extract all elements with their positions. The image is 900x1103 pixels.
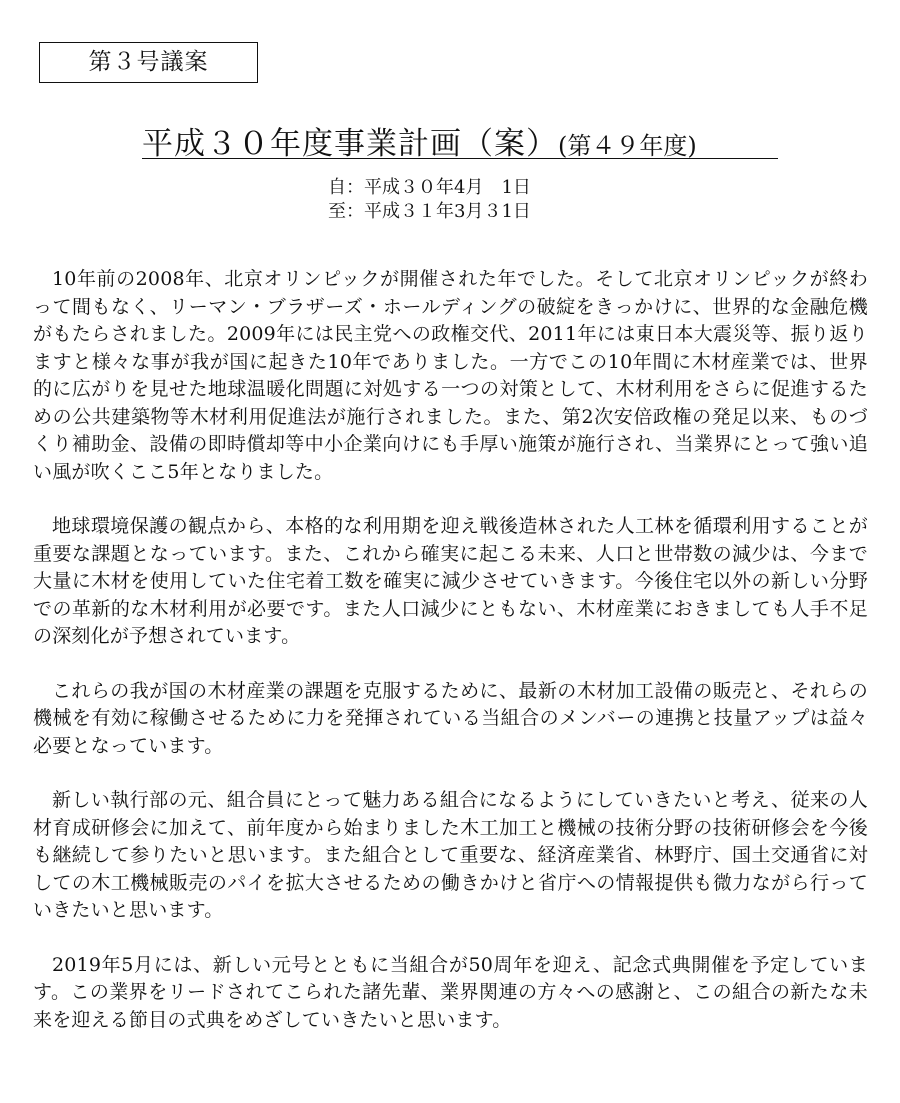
title-fiscal-year: (第４９年度) bbox=[558, 132, 697, 160]
paragraph-3: これらの我が国の木材産業の課題を克服するために、最新の木材加工設備の販売と、それらの機械を有効に稼働させるために力を発揮されている当組合のメンバーの連携と技量アップは益々必要となっています。 bbox=[33, 679, 868, 757]
title-main: 平成３０年度事業計画（案） bbox=[142, 126, 558, 162]
period-range bbox=[328, 176, 628, 224]
paragraph-1: 10年前の2008年、北京オリンピックが開催された年でした。そして北京オリンピックが終わって間もなく、リーマン・ブラザーズ・ホールディングの破綻をきっかけに、世界的な金融危機がもたらされました。2009年には民主党への政権交代、2011年には東日本大震災等、振り返りますと様々な事が我が国に起きた10年でありました。一方でこの10年間に木材産業では、世界的に広がりを見せた地球温暖化問題に対処する一つの対策として、木材利用をさらに促進するための公共建築物等木材利用促進法が施行されました。また、第2次安倍政権の発足以来、ものづくり補助金、設備の即時償却等中小企業向けにも手厚い施策が施行され、当業界にとって強い追い風が吹くここ5年となりました。 bbox=[33, 268, 868, 483]
paragraph-2: 地球環境保護の観点から、本格的な利用期を迎え戦後造林された人工林を循環利用することが重要な課題となっています。また、これから確実に起こる未来、人口と世帯数の減少は、今まで大量に木材を使用していた住宅着工数を確実に減少させていきます。今後住宅以外の新しい分野での革新的な木材利用が必要です。また人口減少にともない、木材産業におきましても人手不足の深刻化が予想されています。 bbox=[33, 515, 868, 647]
agenda-number-label: 第３号議案 bbox=[39, 42, 258, 83]
period-from: 自：平成３０年4月 1日 bbox=[328, 177, 531, 198]
paragraph-4: 新しい執行部の元、組合員にとって魅力ある組合になるようにしていきたいと考え、従来の人材育成研修会に加えて、前年度から始まりました木工加工と機械の技術分野の技術研修会を今後も継続して参りたいと思います。また組合として重要な、経済産業省、林野庁、国土交通省に対しての木工機械販売のパイを拡大させるための働きかけと省庁への情報提供も微力ながら行っていきたいと思います。 bbox=[33, 789, 868, 921]
paragraph-5: 2019年5月には、新しい元号とともに当組合が50周年を迎え、記念式典開催を予定しています。この業界をリードされてこられた諸先輩、業界関連の方々への感謝と、この組合の新たな未来を迎える節目の式典をめざしていきたいと思います。 bbox=[33, 953, 868, 1031]
period-to: 至：平成３１年3月３1日 bbox=[328, 201, 531, 222]
document-title bbox=[142, 118, 778, 162]
body-text bbox=[33, 266, 868, 1034]
